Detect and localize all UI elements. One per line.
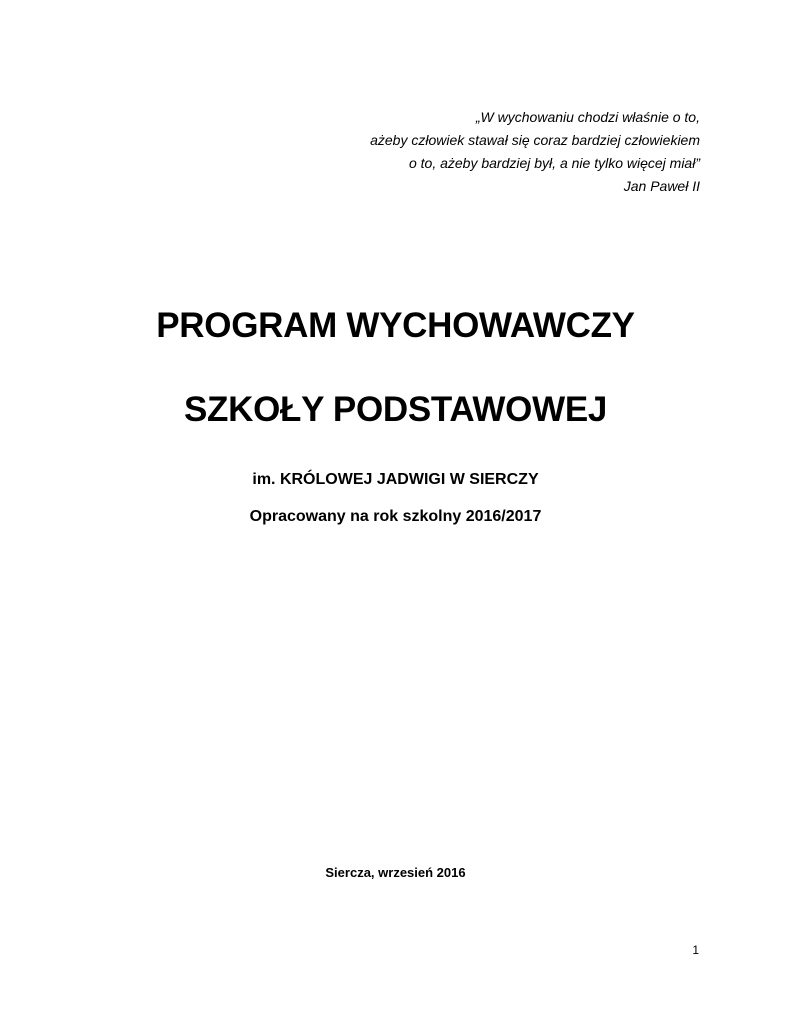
page-number: 1 bbox=[692, 943, 699, 957]
school-year: Opracowany na rok szkolny 2016/2017 bbox=[249, 508, 542, 525]
epigraph-line: ażeby człowiek stawał się coraz bardziej człowiekiem bbox=[370, 132, 700, 148]
epigraph-author: Jan Paweł II bbox=[623, 178, 700, 194]
school-name: im. KRÓLOWEJ JADWIGI W SIERCZY bbox=[252, 471, 539, 488]
epigraph-line: „W wychowaniu chodzi właśnie o to, bbox=[475, 109, 700, 125]
place-and-date: Siercza, wrzesień 2016 bbox=[325, 865, 466, 880]
document-title-line-2: SZKOŁY PODSTAWOWEJ bbox=[183, 390, 608, 429]
epigraph-quote bbox=[370, 106, 700, 198]
document-title-line-1: PROGRAM WYCHOWAWCZY bbox=[156, 306, 635, 345]
epigraph-line: o to, ażeby bardziej był, a nie tylko więcej miał” bbox=[408, 155, 700, 171]
